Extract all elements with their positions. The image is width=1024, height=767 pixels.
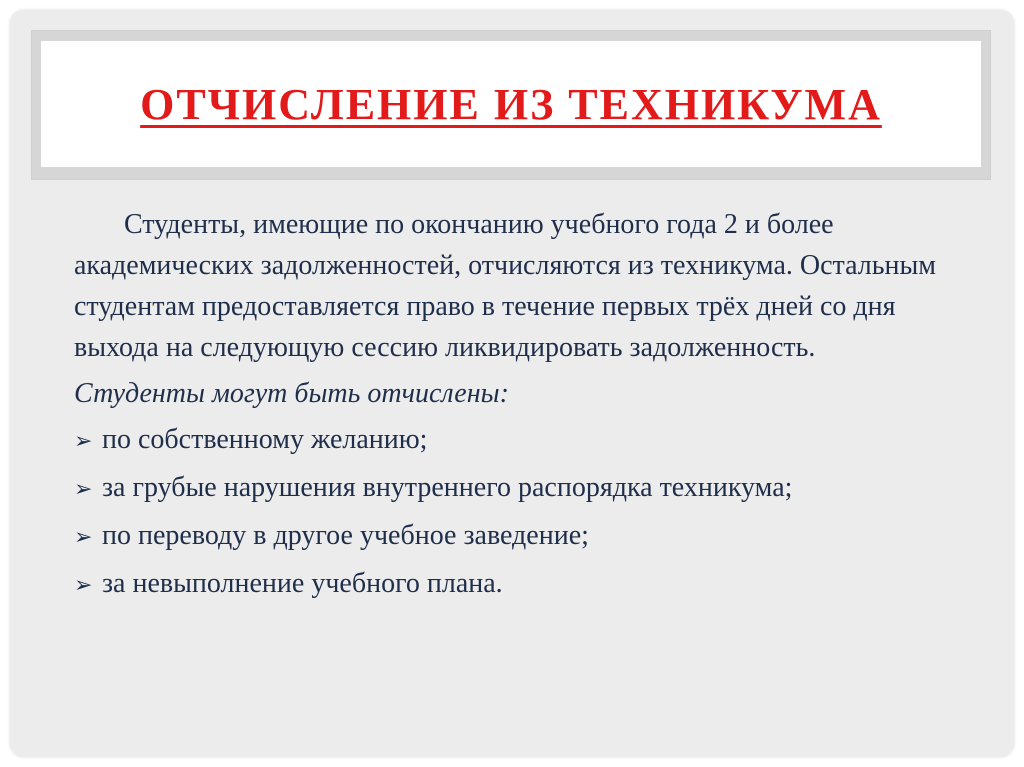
list-item-text: по переводу в другое учебное заведение;: [102, 520, 589, 551]
list-intro: Студенты могут быть отчислены:: [74, 378, 509, 409]
list-item-text: за невыполнение учебного плана.: [102, 568, 503, 599]
title-box: [41, 41, 981, 167]
list-item: [74, 464, 974, 512]
main-paragraph: Студенты, имеющие по окончанию учебного года 2 и более академических задолженностей, отчисляются из техникума. Остальным студентам предоставляется право в течение первых трёх дней со дня выхода на следующую сессию ликвидировать задолженность.: [74, 209, 937, 363]
slide-title: ОТЧИСЛЕНИЕ ИЗ ТЕХНИКУМА: [140, 79, 882, 129]
arrow-bullet-icon: ➢: [74, 477, 93, 502]
title-frame: [31, 30, 991, 180]
arrow-bullet-icon: ➢: [74, 525, 93, 550]
list-item: [74, 416, 974, 464]
arrow-bullet-icon: ➢: [74, 573, 93, 598]
slide: [10, 10, 1014, 757]
arrow-bullet-icon: ➢: [74, 429, 93, 454]
list-item: [74, 512, 974, 560]
list-item: [74, 560, 974, 608]
list-item-text: по собственному желанию;: [102, 424, 428, 455]
reasons-list: [74, 416, 974, 608]
slide-body: [74, 204, 974, 608]
list-item-text: за грубые нарушения внутреннего распорядка техникума;: [102, 472, 793, 503]
